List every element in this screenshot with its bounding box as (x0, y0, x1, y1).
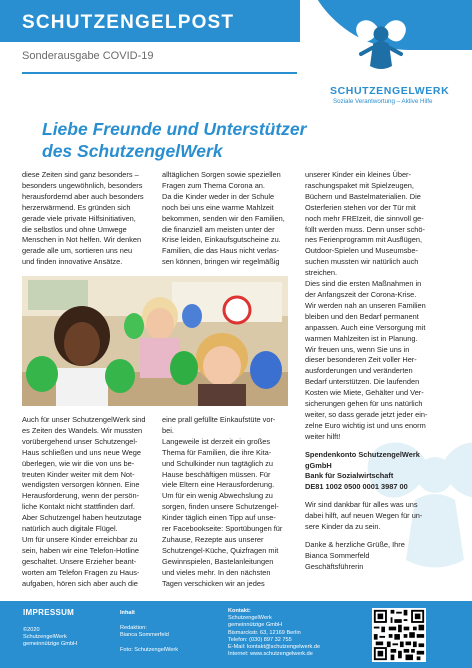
masthead-title: SCHUTZENGELPOST (22, 12, 235, 33)
text-line: E-Mail: kontakt@schutzengelwerk.de (228, 644, 321, 651)
text-line: Bianca Sommerfeld (305, 550, 370, 560)
text-line: SchutzengelWerk (228, 615, 272, 622)
text-line: gGmbH (305, 460, 332, 470)
column-2-bottom (162, 415, 290, 590)
text-line: Bedarf unterstützen. Die laufenden (305, 377, 420, 387)
text-line: Outdoor-Spielen und Museumsbe- (305, 246, 418, 256)
text-line: Familien, die das Haus nicht verlas- (162, 246, 280, 256)
text-line: Schutzengel-Küche, Quizfragen mit (162, 545, 279, 555)
text-line: es Zeiten des Wandels. Wir mussten (22, 425, 143, 435)
headline-line: Liebe Freunde und Unterstützer (42, 119, 307, 139)
text-line: sicherungen gehen für uns natürlich (305, 399, 423, 409)
edition-subtitle: Sonderausgabe COVID-19 (22, 50, 154, 62)
text-line: sere Kinder da zu sein. (305, 522, 381, 532)
text-line: worten am Telefon Fragen zu Haus- (22, 567, 140, 577)
column-3 (305, 170, 455, 573)
text-line: liche Kontakt nicht stattfinden darf. (22, 502, 135, 512)
text-line: Fragen zum Thema Corona an. (162, 180, 265, 190)
text-line: weiter hilft! (305, 431, 341, 441)
text-line: raschungspaket mit Spielzeugen, (305, 180, 414, 190)
text-line: bekommen, senden wir den Familien, (162, 213, 285, 223)
thanks-paragraph (305, 500, 455, 533)
text-line: Um für unsere Kinder erreichbar zu (22, 534, 138, 544)
text-line: SchutzengelWerk (23, 634, 67, 641)
text-line: Internet: www.schutzengelwerk.de (228, 651, 313, 658)
text-line: DE81 1002 0500 0001 3987 00 (305, 482, 408, 492)
text-line: zelne Euro wichtig ist und uns enorm (305, 420, 426, 430)
text-line: aufgaben, hören sich aber auch die (22, 578, 138, 588)
text-line: rer Facebookseite: Sportübungen für (162, 524, 283, 534)
column-1-top (22, 170, 150, 268)
text-line: gerade alle um, sortieren uns neu (22, 246, 133, 256)
text-line: die selbstlos und ohne Umwege (22, 224, 127, 234)
text-line: Spendenkonto SchutzengelWerk (305, 449, 420, 459)
text-line: Büchern und Bastelmaterialien. Die (305, 191, 421, 201)
text-line: ausforderungen und veränderten (305, 366, 413, 376)
text-line: Redaktion: (120, 625, 147, 631)
brand-name: SCHUTZENGELWERK (330, 85, 450, 97)
text-line: Bank für Sozialwirtschaft (305, 471, 394, 481)
text-line: Gewinnspielen, Bastelanleitungen (162, 556, 274, 566)
text-line: Auch für unser SchutzengelWerk sind (22, 415, 146, 424)
closing-signature (305, 540, 455, 573)
text-line: Bismarckstr. 63, 12169 Berlin (228, 629, 301, 636)
impressum-footer (0, 601, 472, 668)
text-line: der Anfangszeit der Corona-Krise. (305, 289, 417, 299)
text-line: gemeinnützige GmbH (23, 641, 78, 648)
text-line: herzerwärmend. Es gründen sich (22, 202, 131, 212)
header-rule (22, 72, 297, 74)
article-headline (42, 118, 462, 162)
text-line: dieser besonderen Zeit voller Her- (305, 355, 417, 365)
text-line: Da die Kinder weder in der Schule (162, 191, 275, 201)
text-line: Thema für Familien, die ihre Kita- (162, 447, 272, 457)
text-line: anpassen. Auch eine Versorgung mit (305, 322, 426, 332)
text-line: überlegen, wie wir die von uns be- (22, 458, 135, 468)
text-line: suchen mussten wir natürlich auch (305, 257, 419, 267)
text-line: noch bei uns eine warme Mahlzeit (162, 202, 274, 212)
brand-tagline: Soziale Verantwortung – Aktive Hilfe (333, 98, 433, 105)
kontakt-block (228, 608, 320, 658)
text-line: Kontakt: (228, 608, 251, 614)
text-line: Langeweile ist derzeit ein großes (162, 436, 271, 446)
angel-logo-icon (352, 14, 410, 76)
text-line: dabei hilft, auf neuen Wegen für un- (305, 511, 423, 521)
text-line: Tagen verschicken wir an jedes (162, 578, 265, 588)
copyright-block (23, 627, 77, 649)
text-line: wendigsten versorgen können. Eine (22, 480, 140, 490)
inhalt-label: Inhalt (120, 610, 135, 616)
text-line: bleiben und den Bedarf permanent (305, 311, 419, 321)
text-line: Bianca Sommerfeld (120, 632, 169, 639)
text-line: natürlich auch digitale Flügel. (22, 524, 118, 534)
text-line: und Schulkinder nun tagtäglich zu (162, 458, 273, 468)
bank-details (305, 450, 455, 494)
text-line: unserer Kinder ein kleines Über- (305, 170, 411, 179)
text-line: Menschen in Not helfen. Wir denken (22, 235, 142, 245)
text-line: geschaltet. Unsere Erzieher beant- (22, 556, 137, 566)
text-line: Wir werden nah an unseren Familien (305, 300, 426, 310)
text-line: vorübergehend unser Schutzengel- (22, 436, 138, 446)
text-line: Dies sind die ersten Maßnahmen in (305, 279, 422, 289)
column-2-top (162, 170, 290, 268)
text-line: Hause beschäftigen müssen. Für (162, 469, 271, 479)
text-line: bei. (162, 425, 174, 435)
text-line: streichen. (305, 268, 338, 278)
text-line: viele Eltern eine Herausforderung. (162, 480, 275, 490)
foto-credit: Foto: SchutzengelWerk (120, 647, 179, 653)
text-line: Wir freuen uns, wenn Sie uns in (305, 344, 410, 354)
text-line: gemeinnützige GmbH (228, 622, 283, 629)
text-line: Wir sind dankbar für alles was uns (305, 500, 418, 510)
text-line: weiter, so dass gerade jetzt jeder ein- (305, 409, 428, 419)
text-line: nes Ferienprogramm mit Ausflügen, (305, 235, 423, 245)
text-line: Kosten wie Miete, Gehälter und Ver- (305, 388, 424, 398)
text-line: und vieles mehr. In den nächsten (162, 567, 271, 577)
text-line: Herausforderung, wenn der persön- (22, 491, 140, 501)
text-line: warmen Mahlzeiten ist in Planung. (305, 333, 418, 343)
text-line: noch mehr FREIzeit, die sinnvoll ge- (305, 213, 424, 223)
qr-code-icon (372, 608, 426, 662)
text-line: Zuhause, Rezepte aus unserer (162, 534, 264, 544)
text-line: herausfordernd aber auch besonders (22, 191, 144, 201)
text-line: sorgen, finden unsere Schutzengel- (162, 502, 279, 512)
text-line: sen können, bringen wir regelmäßig (162, 257, 280, 267)
text-line: die finanziell am meisten unter der (162, 224, 275, 234)
text-line: diese Zeiten sind ganz besonders – (22, 170, 139, 179)
text-line: alltäglichen Sorgen sowie speziellen (162, 170, 281, 179)
text-line: treuten Kinder weiter mit dem Not- (22, 469, 135, 479)
text-line: Krise leiden, Einkaufsgutscheine zu. (162, 235, 281, 245)
text-line: Danke & herzliche Grüße, Ihre (305, 540, 405, 549)
text-line: Osterferien stehen vor der Tür mit (305, 202, 416, 212)
text-line: Aber Schutzengel haben heutzutage (22, 513, 142, 523)
text-line: füllt werden muss. Denn unser schö- (305, 224, 425, 234)
text-line: sein, haben wir eine Telefon-Hotline (22, 545, 139, 555)
text-line: gerade viele private Hilfsinitiativen, (22, 213, 136, 223)
text-line: und finden innovative Ansätze. (22, 257, 123, 267)
children-photo (22, 276, 288, 406)
text-line: Telefon: (030) 897 32 755 (228, 636, 292, 643)
headline-line: des SchutzengelWerk (42, 141, 223, 161)
redaktion-block (120, 625, 169, 639)
text-line: Um für ein wenig Abwechslung zu (162, 491, 273, 501)
text-line: besonders ungewöhnlich, besonders (22, 180, 143, 190)
text-line: eine prall gefüllte Einkaufstüte vor- (162, 415, 276, 424)
text-line: Haus schließen und uns neue Wege (22, 447, 142, 457)
text-line: ©2020 (23, 627, 40, 633)
column-1-bottom (22, 415, 150, 590)
impressum-title: IMPRESSUM (23, 608, 75, 617)
text-line: Geschäftsführerin (305, 561, 364, 571)
text-line: Kinder täglich einen Tipp auf unse- (162, 513, 276, 523)
